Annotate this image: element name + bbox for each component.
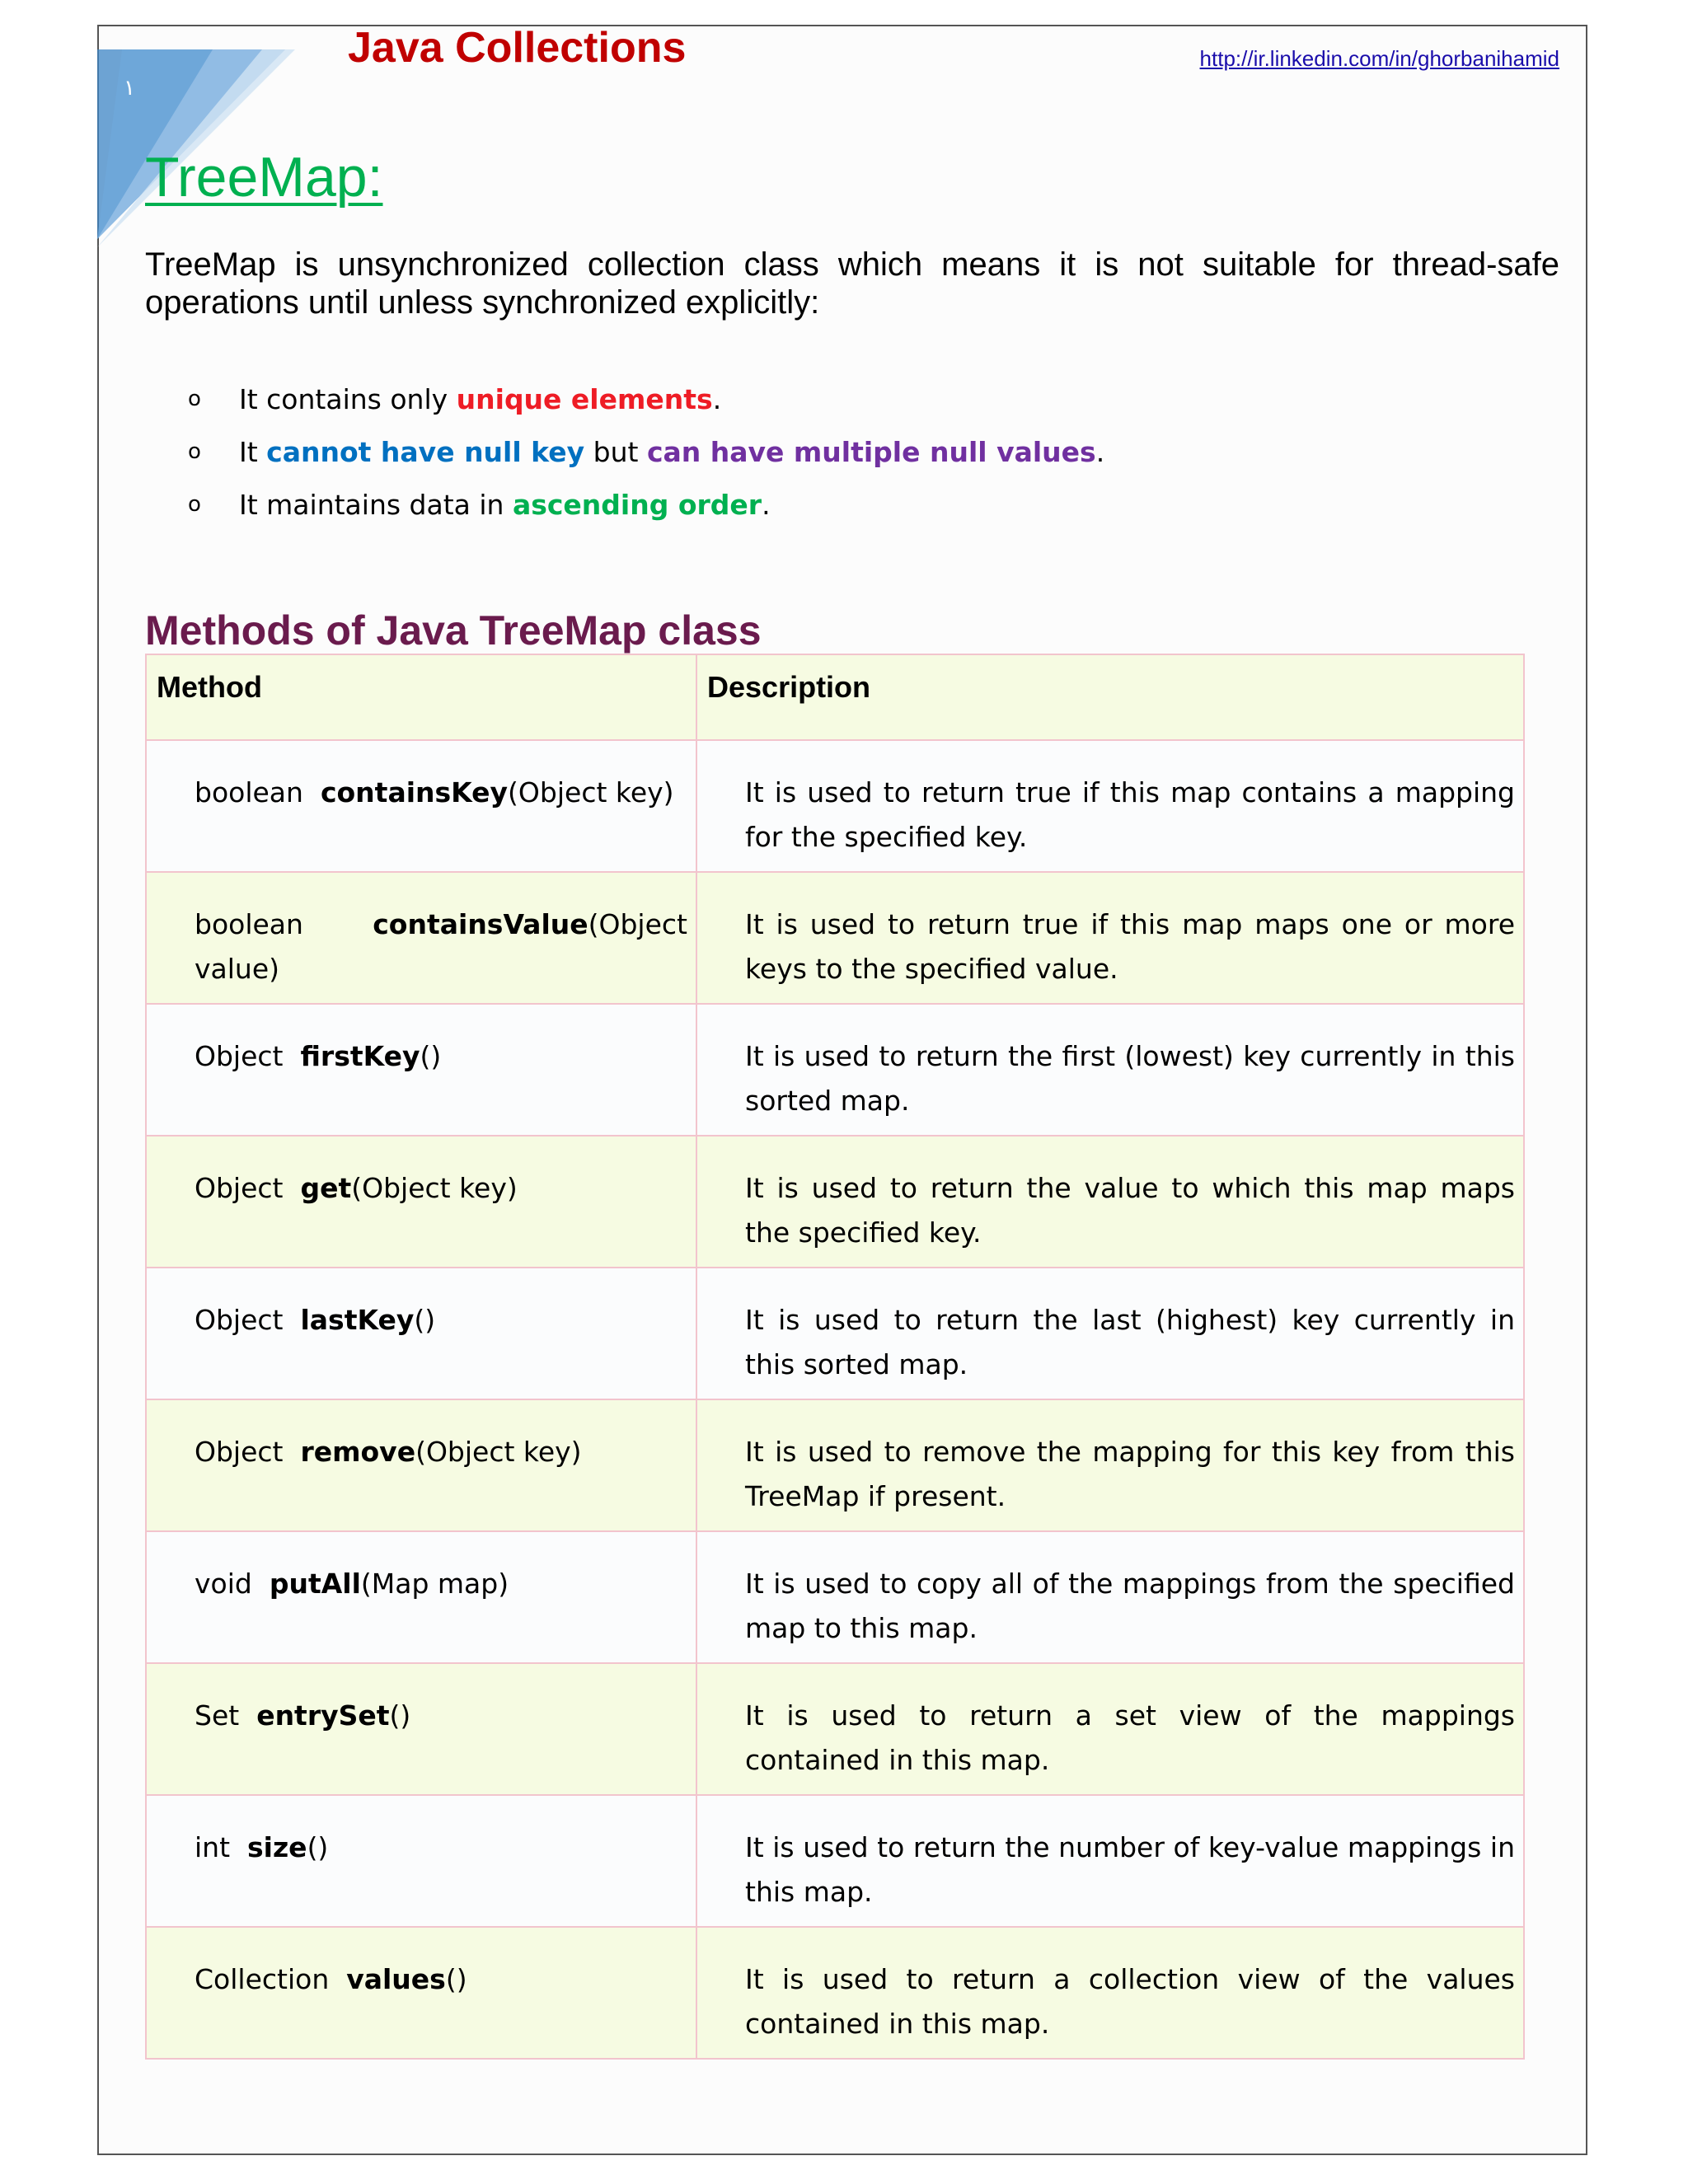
- description-cell: It is used to remove the mapping for this key from this TreeMap if present.: [696, 1399, 1524, 1531]
- column-header-method: Method: [146, 654, 696, 740]
- method-name: containsKey: [320, 776, 509, 808]
- table-row: [146, 1136, 1524, 1268]
- bullet-icon: o: [188, 492, 201, 517]
- method-cell: [146, 1004, 696, 1136]
- method-params: (Object key): [415, 1436, 582, 1468]
- table-row: [146, 1268, 1524, 1399]
- table-header-row: [146, 654, 1524, 740]
- bullet-text-pre: It: [239, 435, 258, 468]
- return-type: boolean: [195, 908, 373, 940]
- method-cell: [146, 1136, 696, 1268]
- table-row: [146, 1399, 1524, 1531]
- method-params: (): [420, 1040, 442, 1072]
- method-cell: [146, 740, 696, 872]
- method-params: (Object key): [351, 1172, 518, 1204]
- method-cell: [146, 1268, 696, 1399]
- feature-list: [188, 373, 1104, 531]
- bullet-text-post: .: [712, 382, 722, 415]
- highlight-null-values: can have multiple null values: [646, 435, 1096, 468]
- header-title: Java Collections: [348, 24, 687, 72]
- description-cell: It is used to return the first (lowest) key currently in this sorted map.: [696, 1004, 1524, 1136]
- method-cell: [146, 1663, 696, 1795]
- method-name: containsValue: [373, 908, 588, 940]
- table-row: [146, 740, 1524, 872]
- bullet-icon: o: [188, 439, 201, 464]
- description-cell: It is used to return the number of key-value mappings in this map.: [696, 1795, 1524, 1927]
- method-cell: [146, 1531, 696, 1663]
- return-type: boolean: [195, 776, 312, 808]
- methods-table: [145, 654, 1525, 2060]
- highlight-unique: unique elements: [456, 382, 713, 415]
- method-name: putAll: [269, 1568, 361, 1600]
- method-name: lastKey: [300, 1304, 415, 1336]
- method-params: (Object key): [508, 776, 674, 808]
- table-row: [146, 1663, 1524, 1795]
- bullet-text-pre: It maintains data in: [239, 488, 504, 521]
- method-params: (): [414, 1304, 436, 1336]
- method-cell: [146, 1795, 696, 1927]
- method-name: firstKey: [300, 1040, 420, 1072]
- list-item: [188, 373, 1104, 425]
- bullet-text-pre: It contains only: [239, 382, 448, 415]
- method-params: (): [445, 1963, 467, 1995]
- return-type: Object: [195, 1436, 292, 1468]
- bullet-text-post: .: [762, 488, 771, 521]
- method-params: (): [307, 1831, 329, 1863]
- method-cell: [146, 1399, 696, 1531]
- method-cell: [146, 872, 696, 1004]
- return-type: Object: [195, 1172, 292, 1204]
- profile-link[interactable]: http://ir.linkedin.com/in/ghorbanihamid: [1199, 46, 1559, 71]
- description-cell: It is used to return the last (highest) key currently in this sorted map.: [696, 1268, 1524, 1399]
- description-cell: It is used to return a set view of the mappings contained in this map.: [696, 1663, 1524, 1795]
- description-cell: It is used to copy all of the mappings from the specified map to this map.: [696, 1531, 1524, 1663]
- method-signature-line: [195, 902, 687, 991]
- table-row: [146, 872, 1524, 1004]
- method-params: (Map map): [360, 1568, 509, 1600]
- return-type: Collection: [195, 1963, 338, 1995]
- method-name: get: [300, 1172, 352, 1204]
- intro-paragraph: TreeMap is unsynchronized collection class which means it is not suitable for thread-safe operations until unless synchronized explicitly:: [145, 246, 1559, 321]
- description-cell: It is used to return a collection view of the values contained in this map.: [696, 1927, 1524, 2059]
- highlight-ascending: ascending order: [512, 488, 762, 521]
- page-title: TreeMap:: [145, 146, 383, 209]
- method-name: size: [247, 1831, 307, 1863]
- list-item: [188, 478, 1104, 531]
- return-type: Object: [195, 1040, 292, 1072]
- description-cell: It is used to return true if this map maps one or more keys to the specified value.: [696, 872, 1524, 1004]
- method-name: entrySet: [256, 1699, 390, 1732]
- description-cell: It is used to return the value to which this map maps the specified key.: [696, 1136, 1524, 1268]
- highlight-null-key: cannot have null key: [266, 435, 585, 468]
- return-type: Set: [195, 1699, 248, 1732]
- method-name: remove: [300, 1436, 416, 1468]
- method-name: values: [346, 1963, 446, 1995]
- return-type: void: [195, 1568, 261, 1600]
- return-type: Object: [195, 1304, 292, 1336]
- bullet-text-post: .: [1095, 435, 1105, 468]
- description-cell: It is used to return true if this map contains a mapping for the specified key.: [696, 740, 1524, 872]
- table-row: [146, 1795, 1524, 1927]
- table-row: [146, 1004, 1524, 1136]
- return-type: int: [195, 1831, 239, 1863]
- page-number: ١: [124, 76, 135, 101]
- bullet-icon: o: [188, 387, 201, 411]
- table-row: [146, 1531, 1524, 1663]
- bullet-text-mid: but: [593, 435, 639, 468]
- column-header-description: Description: [696, 654, 1524, 740]
- method-params: (): [389, 1699, 411, 1732]
- list-item: [188, 425, 1104, 478]
- method-cell: [146, 1927, 696, 2059]
- table-row: [146, 1927, 1524, 2059]
- method-params: (Object value): [195, 908, 687, 985]
- section-heading: Methods of Java TreeMap class: [145, 607, 762, 654]
